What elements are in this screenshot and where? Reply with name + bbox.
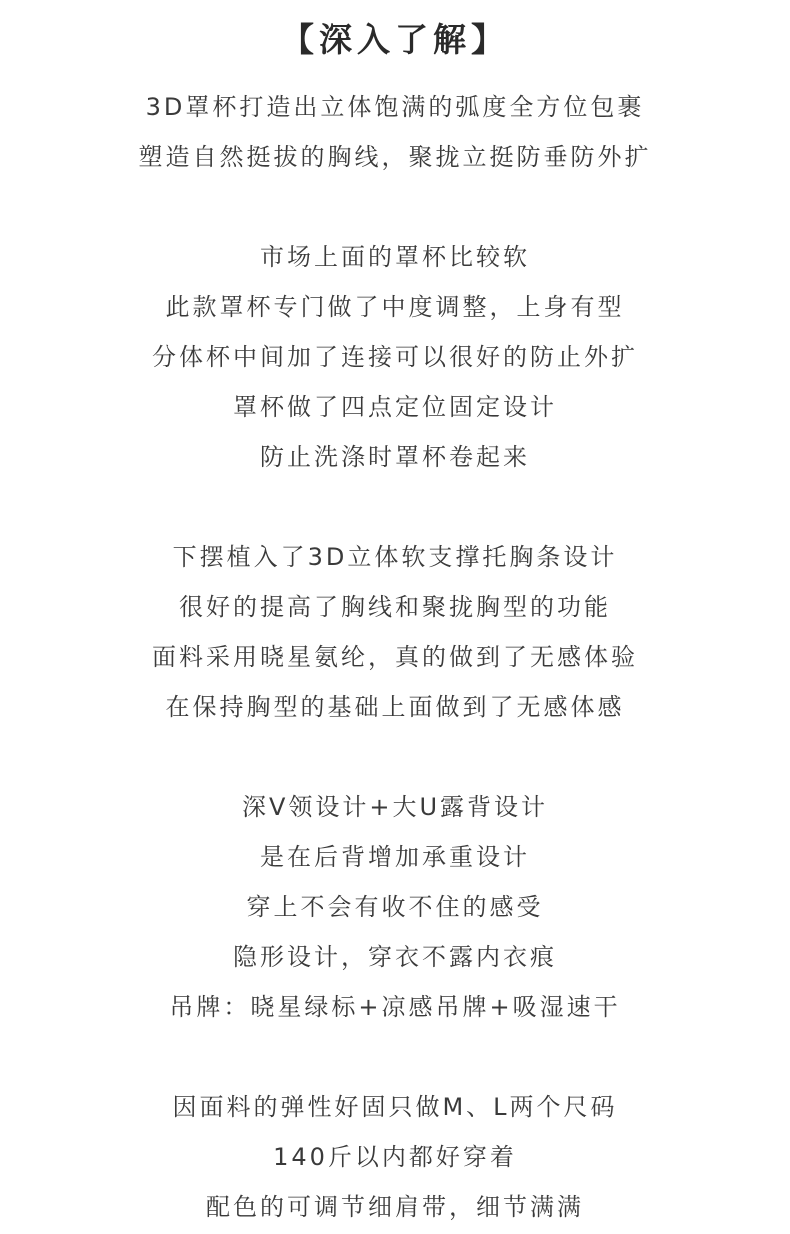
text-line: 140斤以内都好穿着 [273,1143,517,1171]
text-line: 市场上面的罩杯比较软 [260,243,530,271]
text-line: 下摆植入了3D立体软支撑托胸条设计 [172,543,618,571]
text-line: 深V领设计+大U露背设计 [241,793,549,821]
text-line: 配色的可调节细肩带，细节满满 [206,1193,584,1221]
text-line: 因面料的弹性好固只做M、L两个尺码 [172,1093,618,1121]
text-line: 隐形设计，穿衣不露内衣痕 [233,943,557,971]
text-line: 穿上不会有收不住的感受 [246,893,544,921]
text-line: 吊牌：晓星绿标+凉感吊牌+吸湿速干 [169,993,621,1021]
text-line: 罩杯做了四点定位固定设计 [233,393,557,421]
text-line: 塑造自然挺拔的胸线，聚拢立挺防垂防外扩 [138,143,652,171]
text-line: 很好的提高了胸线和聚拢胸型的功能 [179,593,611,621]
text-line: 分体杯中间加了连接可以很好的防止外扩 [152,343,638,371]
text-line: 在保持胸型的基础上面做到了无感体感 [165,693,625,721]
text-line: 此款罩杯专门做了中度调整，上身有型 [165,293,625,321]
text-line: 是在后背增加承重设计 [260,843,530,871]
text-line: 3D罩杯打造出立体饱满的弧度全方位包裹 [145,93,645,121]
text-line: 面料采用晓星氨纶，真的做到了无感体验 [152,643,638,671]
text-line: 防止洗涤时罩杯卷起来 [260,443,530,471]
page-title: 【深入了解】 [281,20,509,59]
